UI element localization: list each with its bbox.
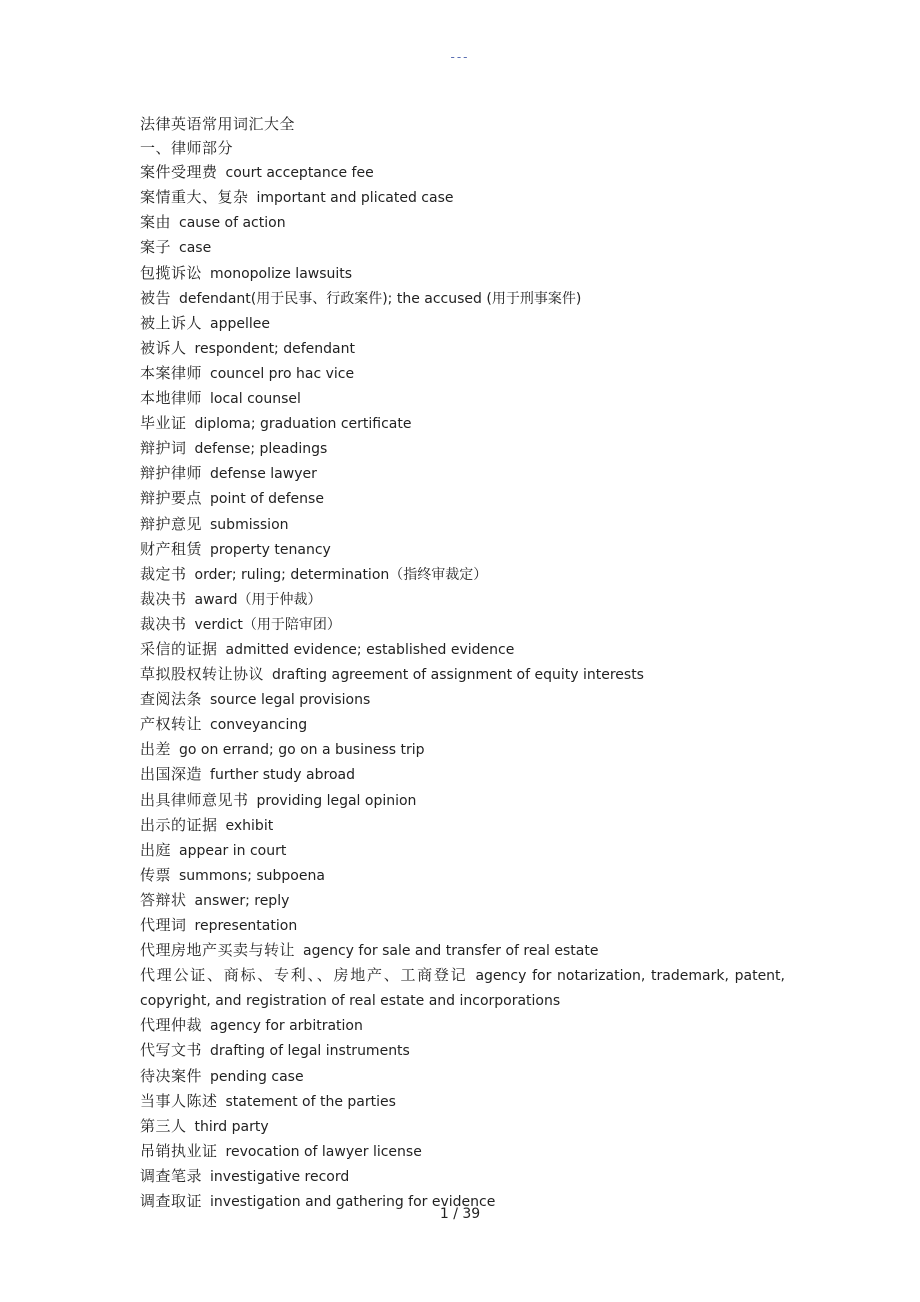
document-title: 法律英语常用词汇大全 [140, 115, 296, 133]
entry-english-term: defense lawyer [210, 466, 317, 483]
entry-english-term: submission [210, 516, 289, 533]
entry-chinese-term: 出差 [140, 740, 172, 759]
entry-chinese-term: 采信的证据 [140, 639, 218, 658]
glossary-entry [140, 612, 785, 637]
glossary-entry [140, 687, 785, 712]
entry-english-term: answer; reply [194, 892, 290, 909]
entry-chinese-term: 第三人 [140, 1116, 187, 1135]
entry-chinese-term: 草拟股权转让协议 [140, 665, 265, 684]
entry-english-term: appear in court [179, 842, 287, 859]
entry-chinese-term: 当事人陈述 [140, 1091, 218, 1110]
entry-chinese-term: 被上诉人 [140, 313, 203, 332]
glossary-entry [140, 662, 785, 687]
entry-chinese-term: 裁决书 [140, 589, 187, 608]
glossary-entry [140, 888, 785, 913]
entry-chinese-term: 调查笔录 [140, 1166, 203, 1185]
entry-chinese-term: 毕业证 [140, 414, 187, 433]
entry-chinese-term: 答辩状 [140, 890, 187, 909]
glossary-entry [140, 336, 785, 361]
entry-english-term: monopolize lawsuits [210, 265, 353, 282]
glossary-entry [140, 838, 785, 863]
entry-chinese-term: 出国深造 [140, 765, 203, 784]
entry-chinese-term: 裁定书 [140, 564, 187, 583]
glossary-entry [140, 762, 785, 787]
glossary-entry [140, 788, 785, 813]
entry-chinese-term: 案由 [140, 213, 172, 232]
entry-english-term: agency for arbitration [210, 1018, 363, 1035]
entry-english-term: local counsel [210, 391, 301, 408]
glossary-entry [140, 863, 785, 888]
entry-chinese-term: 案件受理费 [140, 163, 218, 182]
glossary-entry [140, 1164, 785, 1189]
section-heading: 一、律师部分 [140, 139, 234, 158]
glossary-entry [140, 512, 785, 537]
glossary-entry [140, 411, 785, 436]
page-number [0, 1206, 920, 1222]
document-body [140, 112, 785, 1214]
glossary-entry [140, 235, 785, 260]
glossary-entry [140, 1013, 785, 1038]
entry-english-term: agency for notarization, trademark, patent, copyright, and registration of real estate and incorporations [140, 968, 785, 1010]
entry-english-term: award（用于仲裁） [194, 591, 322, 608]
entry-english-term: investigative record [210, 1168, 350, 1185]
entry-english-term: providing legal opinion [256, 792, 417, 809]
entry-english-term: drafting of legal instruments [210, 1043, 410, 1060]
glossary-entry [140, 562, 785, 587]
glossary-entry [140, 486, 785, 511]
entry-english-term: go on errand; go on a business trip [179, 742, 425, 759]
entry-english-term: respondent; defendant [194, 340, 355, 357]
glossary-entry [140, 160, 785, 185]
glossary-entry [140, 813, 785, 838]
entry-chinese-term: 待决案件 [140, 1066, 203, 1085]
entry-english-term: property tenancy [210, 541, 331, 558]
entry-english-term: appellee [210, 315, 270, 332]
entry-chinese-term: 出具律师意见书 [140, 790, 249, 809]
header-mark: --- [450, 50, 470, 64]
entry-chinese-term: 本案律师 [140, 363, 203, 382]
entry-english-term: source legal provisions [210, 692, 371, 709]
entry-chinese-term: 吊销执业证 [140, 1141, 218, 1160]
entry-chinese-term: 出示的证据 [140, 815, 218, 834]
entry-english-term: pending case [210, 1068, 304, 1085]
glossary-entry [140, 185, 785, 210]
entry-english-term: case [179, 240, 212, 257]
glossary-entry [140, 1064, 785, 1089]
glossary-entry [140, 210, 785, 235]
glossary-entry [140, 1089, 785, 1114]
entry-english-term: investigation and gathering for evidence [210, 1194, 496, 1211]
entry-chinese-term: 产权转让 [140, 715, 203, 734]
entry-english-term: summons; subpoena [179, 867, 325, 884]
glossary-entry [140, 637, 785, 662]
entry-chinese-term: 案子 [140, 238, 172, 257]
glossary-list [140, 160, 785, 1214]
entry-english-term: court acceptance fee [225, 165, 374, 182]
entry-english-term: point of defense [210, 491, 324, 508]
glossary-entry [140, 1139, 785, 1164]
glossary-entry [140, 436, 785, 461]
entry-chinese-term: 被告 [140, 288, 172, 307]
entry-chinese-term: 代理仲裁 [140, 1016, 203, 1035]
glossary-entry [140, 261, 785, 286]
entry-english-term: councel pro hac vice [210, 365, 355, 382]
glossary-entry [140, 1038, 785, 1063]
glossary-entry [140, 286, 785, 311]
entry-chinese-term: 出庭 [140, 840, 172, 859]
glossary-entry [140, 737, 785, 762]
glossary-entry [140, 311, 785, 336]
entry-chinese-term: 辩护律师 [140, 464, 203, 483]
entry-chinese-term: 被诉人 [140, 338, 187, 357]
entry-english-term: important and plicated case [256, 190, 454, 207]
entry-chinese-term: 财产租赁 [140, 539, 203, 558]
entry-english-term: exhibit [225, 817, 274, 834]
entry-chinese-term: 代理公证、商标、专利、、房地产、工商登记 [140, 966, 468, 985]
entry-english-term: revocation of lawyer license [225, 1143, 422, 1160]
entry-chinese-term: 传票 [140, 865, 172, 884]
entry-chinese-term: 代理房地产买卖与转让 [140, 941, 296, 960]
entry-english-term: defendant(用于民事、行政案件); the accused (用于刑事案件) [179, 290, 582, 307]
page-separator: / [453, 1206, 458, 1222]
entry-english-term: statement of the parties [225, 1093, 396, 1110]
glossary-entry [140, 386, 785, 411]
entry-chinese-term: 查阅法条 [140, 690, 203, 709]
entry-chinese-term: 裁决书 [140, 614, 187, 633]
glossary-entry [140, 963, 785, 1013]
entry-english-term: admitted evidence; established evidence [225, 641, 515, 658]
glossary-entry [140, 1114, 785, 1139]
entry-english-term: order; ruling; determination（指终审裁定） [194, 566, 488, 583]
glossary-entry [140, 461, 785, 486]
entry-chinese-term: 代写文书 [140, 1041, 203, 1060]
entry-english-term: defense; pleadings [194, 441, 328, 458]
entry-english-term: drafting agreement of assignment of equity interests [272, 667, 644, 684]
entry-english-term: representation [194, 918, 298, 934]
page-total: 39 [462, 1206, 481, 1222]
entry-english-term: agency for sale and transfer of real estate [303, 943, 599, 960]
glossary-entry [140, 587, 785, 612]
entry-chinese-term: 辩护要点 [140, 489, 203, 508]
entry-english-term: conveyancing [210, 717, 308, 734]
entry-chinese-term: 本地律师 [140, 389, 203, 408]
entry-chinese-term: 辩护意见 [140, 514, 203, 533]
entry-chinese-term: 案情重大、复杂 [140, 188, 249, 207]
entry-chinese-term: 包揽诉讼 [140, 263, 203, 282]
page-current: 1 [439, 1206, 449, 1222]
glossary-entry [140, 712, 785, 737]
entry-chinese-term: 代理词 [140, 916, 187, 934]
glossary-entry [140, 938, 785, 963]
glossary-entry [140, 537, 785, 562]
glossary-entry [140, 361, 785, 386]
entry-english-term: cause of action [179, 215, 286, 232]
entry-chinese-term: 调查取证 [140, 1192, 203, 1211]
entry-english-term: third party [194, 1118, 269, 1135]
entry-english-term: further study abroad [210, 767, 355, 784]
entry-english-term: verdict（用于陪审团） [194, 616, 341, 633]
entry-english-term: diploma; graduation certificate [194, 416, 412, 433]
glossary-entry [140, 913, 785, 938]
entry-chinese-term: 辩护词 [140, 439, 187, 458]
